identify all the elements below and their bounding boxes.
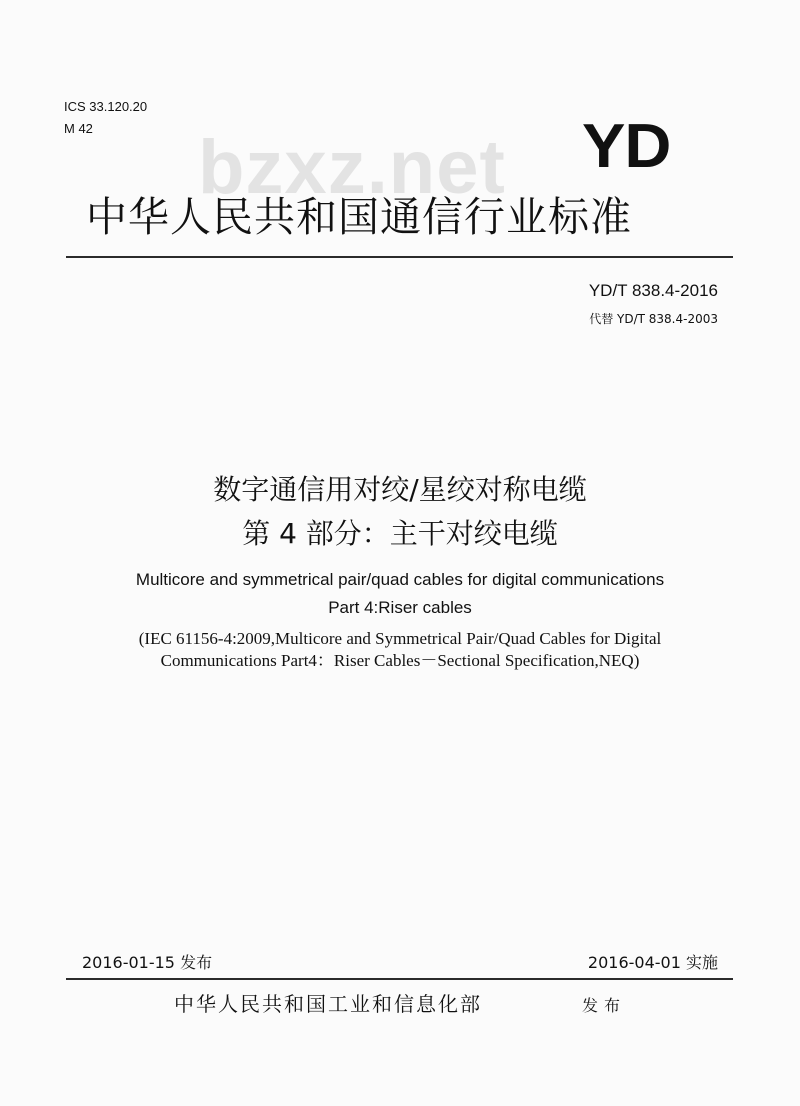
top-divider bbox=[66, 256, 733, 258]
issue-date: 2016-01-15 发布 bbox=[82, 953, 213, 972]
english-title bbox=[0, 566, 800, 622]
chinese-title-line-2: 第 4 部分：主干对绞电缆 bbox=[242, 517, 558, 550]
classification-codes bbox=[64, 96, 147, 140]
publish-label: 发布 bbox=[582, 996, 627, 1015]
standard-number: YD/T 838.4-2016 bbox=[588, 281, 718, 300]
standard-category-title: 中华人民共和国通信行业标准 bbox=[86, 193, 632, 241]
implementation-date: 2016-04-01 实施 bbox=[587, 953, 718, 972]
yd-logo: YD bbox=[582, 112, 671, 181]
ics-code: ICS 33.120.20 bbox=[64, 99, 148, 114]
issuing-ministry: 中华人民共和国工业和信息化部 bbox=[174, 992, 482, 1016]
bottom-divider bbox=[66, 978, 733, 980]
ccs-code: M 42 bbox=[64, 121, 93, 136]
iec-reference-line-1: (IEC 61156-4:2009,Multicore and Symmetrical Pair/Quad Cables for Digital bbox=[138, 629, 662, 648]
replaces-standard: 代替 YD/T 838.4-2003 bbox=[589, 312, 718, 326]
iec-reference bbox=[0, 628, 800, 672]
watermark: bzxz.net bbox=[198, 125, 506, 210]
iec-reference-line-2: Communications Part4：Riser Cables－Sectional Specification,NEQ) bbox=[160, 651, 640, 670]
chinese-title bbox=[0, 468, 800, 556]
chinese-title-line-1: 数字通信用对绞/星绞对称电缆 bbox=[213, 473, 587, 506]
english-title-line-2: Part 4:Riser cables bbox=[328, 598, 472, 617]
english-title-line-1: Multicore and symmetrical pair/quad cables for digital communications bbox=[135, 570, 665, 589]
